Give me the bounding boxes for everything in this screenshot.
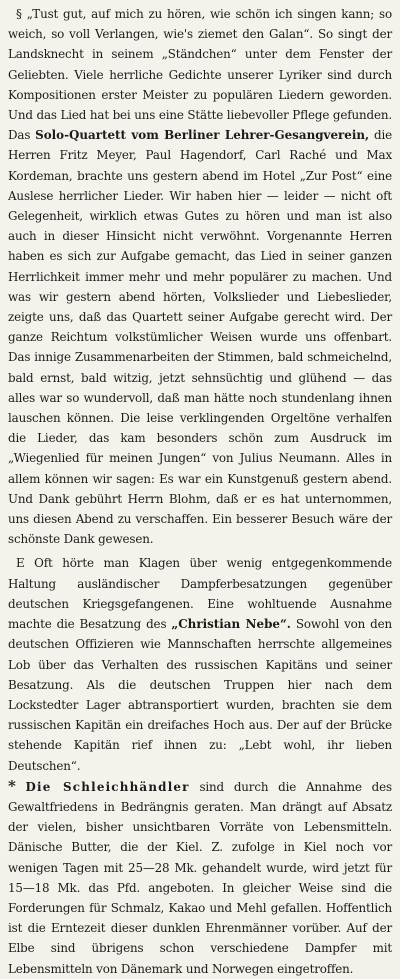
paragraph-quartet-concert — [8, 4, 392, 549]
paragraph-ship-crew — [8, 553, 392, 775]
ensemble-name: Solo-Quartett vom Berliner Lehrer-Gesangverein, — [35, 128, 370, 143]
paragraph-text: E Oft hörte man Klagen über wenig entgegenkommende Haltung ausländischer Dampferbesatzungen gegenüber deutschen Kriegsgefangenen. Eine wohltuende Ausnahme machte die Besatzung des — [8, 556, 392, 632]
paragraph-text: Sowohl von den deutschen Offizieren wie Mannschaften herrschte allgemeines Lob über das Verhalten des russischen Kapitäns und seiner Besatzung. Als die deutschen Truppen hier nach dem Lockstedter Lager abtransportiert wurden, brachten sie dem russischen Kapitän ein dreifaches Hoch aus. Der auf der Brücke stehende Kapitän rief ihnen zu: „Lebt wohl, ihr lieben Deutschen“. — [8, 617, 392, 773]
ship-name: „Christian Nebe“. — [171, 617, 291, 632]
article-column — [8, 4, 392, 979]
paragraph-text: die Herren Fritz Meyer, Paul Hagendorf, Carl Raché und Max Kordeman, brachte uns gestern abend im Hotel „Zur Post“ eine Auslese herrlicher Lieder. Wir haben hier — leider — nicht oft Gelegenheit, wirklich etwas Gutes zu hören und man ist also auch in dieser Hinsicht nicht verwöhnt. Vorgenannte Herren haben es sich zur Aufgabe gemacht, das Lied in seiner ganzen Herrlichkeit immer mehr und mehr populärer zu machen. Und was wir gestern abend hörten, Volkslieder und Liebeslieder, zeigte uns, daß das Quartett seiner Aufgabe gerecht wird. Der ganze Reichtum volkstümlicher Weisen wurde uns offenbart. Das innige Zusammenarbeiten der Stimmen, bald schmeichelnd, bald ernst, bald witzig, jetzt sehnsüchtig und glühend — das alles war so wundervoll, daß man hätte noch stundenlang ihnen lauschen können. Die leise verklingenden Orgeltöne verhalfen die Lieder, das kam besonders schön zum Ausdruck im „Wiegenlied für meinen Jungen“ von Julius Neumann. Alles in allem können wir sagen: Es war ein Kunstgenuß gestern abend. Und Dank gebührt Herrn Blohm, daß er es hat unternommen, uns diesen Abend zu verschaffen. Ein besserer Besuch wäre der schönste Dank gewesen. — [8, 128, 392, 547]
paragraph-text: § „Tust gut, auf mich zu hören, wie schön ich singen kann; so weich, so voll Verlangen, wie's ziemet den Galan“. So singt der Landsknecht in seinem „Ständchen“ unter dem Fenster der Geliebten. Viele herrliche Gedichte unserer Lyriker sind durch Kompositionen erster Meister zu populären Liedern geworden. Und das Lied hat bei uns eine Stätte liebevoller Pflege gefunden. Das — [8, 7, 392, 143]
paragraph-text: sind durch die Annahme des Gewaltfriedens in Bedrängnis geraten. Man drängt auf Absatz der vielen, bisher unsichtbaren Vorräte von Lebensmitteln. Dänische Butter, die der Kiel. Z. zufolge in Kiel noch vor wenigen Tagen mit 25—28 Mk. gehandelt wurde, wird jetzt für 15—18 Mk. das Pfd. angeboten. In gleicher Weise sind die Forderungen für Schmalz, Kakao und Mehl gefallen. Hoffentlich ist die Erntezeit dieser dunklen Ehrenmänner vorüber. Auf der Elbe sind übrigens schon verschiedene Dampfer mit Lebensmitteln von Dänemark und Norwegen eingetroffen. — [8, 779, 392, 976]
paragraph-black-marketeers — [8, 776, 392, 979]
section-heading: Die Schleichhändler — [25, 779, 190, 794]
asterisk-marker: * — [8, 776, 16, 795]
